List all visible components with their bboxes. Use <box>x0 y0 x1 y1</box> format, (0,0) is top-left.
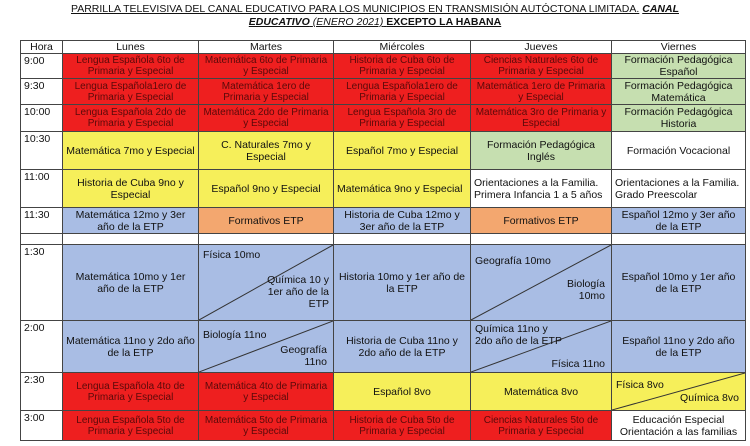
schedule-cell: Ciencias Naturales 6to de Primaria y Especial <box>471 54 612 79</box>
schedule-cell: Matemática 3ro de Primaria y Especial <box>471 105 612 132</box>
table-row <box>21 373 746 411</box>
time-cell: 11:30 <box>21 208 63 234</box>
schedule-cell: Español 10mo y 1er año de la ETP <box>612 245 746 321</box>
schedule-cell: Español 7mo y Especial <box>334 132 471 170</box>
schedule-cell: Lengua Española 4to de Primaria y Especial <box>63 373 199 411</box>
schedule-cell: Historia 10mo y 1er año de la ETP <box>334 245 471 321</box>
schedule-cell: Formación Vocacional <box>612 132 746 170</box>
schedule-table <box>20 40 746 441</box>
schedule-cell: Lengua Española 6to de Primaria y Especial <box>63 54 199 79</box>
table-row <box>21 208 746 234</box>
schedule-cell: Matemática 12mo y 3er año de la ETP <box>63 208 199 234</box>
schedule-cell: Orientaciones a la Familia. Grado Preescolar <box>612 170 746 208</box>
header-row <box>21 41 746 54</box>
header-hora: Hora <box>21 41 63 54</box>
schedule-cell: Ciencias Naturales 5to de Primaria y Especial <box>471 411 612 441</box>
schedule-cell: Español 11no y 2do año de la ETP <box>612 321 746 373</box>
header-miercoles: Miércoles <box>334 41 471 54</box>
schedule-cell: Matemática 4to de Primaria y Especial <box>199 373 334 411</box>
schedule-cell: Español 9no y Especial <box>199 170 334 208</box>
table-row <box>21 411 746 441</box>
split-cell-bottom: Química 8vo <box>680 392 739 404</box>
schedule-cell: Matemática 2do de Primaria y Especial <box>199 105 334 132</box>
schedule-cell: Historia de Cuba 9no y Especial <box>63 170 199 208</box>
title-line-1: PARRILLA TELEVISIVA DEL CANAL EDUCATIVO PARA LOS MUNICIPIOS EN TRANSMISIÓN AUTÓCTONA LIMITADA. CANAL <box>71 3 679 15</box>
schedule-cell: Matemática 1ero de Primaria y Especial <box>199 79 334 105</box>
schedule-cell: Formativos ETP <box>471 208 612 234</box>
table-row <box>21 170 746 208</box>
schedule-cell: Formación Pedagógica Español <box>612 54 746 79</box>
schedule-cell: Lengua Española 3ro de Primaria y Especial <box>334 105 471 132</box>
time-cell: 11:00 <box>21 170 63 208</box>
split-cell-bottom: Física 11no <box>551 358 605 370</box>
table-row <box>21 79 746 105</box>
split-cell <box>612 373 746 411</box>
schedule-cell: Matemática 5to de Primaria y Especial <box>199 411 334 441</box>
time-cell: 9:30 <box>21 79 63 105</box>
schedule-cell: Español 12mo y 3er año de la ETP <box>612 208 746 234</box>
header-viernes: Viernes <box>612 41 746 54</box>
schedule-cell: Matemática 11no y 2do año de la ETP <box>63 321 199 373</box>
break-row <box>21 234 746 245</box>
schedule-cell: Formación Pedagógica Inglés <box>471 132 612 170</box>
schedule-cell: Lengua Española 5to de Primaria y Especial <box>63 411 199 441</box>
split-cell <box>471 321 612 373</box>
split-cell-bottom: Geografía 11no <box>280 344 327 368</box>
split-cell-top: Física 8vo <box>616 379 664 391</box>
schedule-cell: Formación Pedagógica Matemática <box>612 79 746 105</box>
schedule-cell: Matemática 7mo y Especial <box>63 132 199 170</box>
schedule-cell: Formación Pedagógica Historia <box>612 105 746 132</box>
title-line-2: EDUCATIVO (ENERO 2021) EXCEPTO LA HABANA <box>248 16 502 28</box>
time-cell: 2:00 <box>21 321 63 373</box>
header-jueves: Jueves <box>471 41 612 54</box>
split-cell-top: Química 11no y 2do año de la ETP <box>475 323 562 347</box>
split-cell-top: Geografía 10mo <box>475 255 551 267</box>
time-cell: 3:00 <box>21 411 63 441</box>
schedule-cell: Lengua Española1ero de Primaria y Especial <box>334 79 471 105</box>
split-cell-bottom: Biología 10mo <box>567 278 605 302</box>
header-martes: Martes <box>199 41 334 54</box>
schedule-cell: Lengua Española 2do de Primaria y Especial <box>63 105 199 132</box>
schedule-cell: Matemática 10mo y 1er año de la ETP <box>63 245 199 321</box>
split-cell <box>199 321 334 373</box>
time-cell: 10:30 <box>21 132 63 170</box>
time-cell: 1:30 <box>21 245 63 321</box>
table-row <box>21 132 746 170</box>
schedule-cell: C. Naturales 7mo y Especial <box>199 132 334 170</box>
schedule-cell: Historia de Cuba 6to de Primaria y Especial <box>334 54 471 79</box>
schedule-cell: Matemática 8vo <box>471 373 612 411</box>
time-cell: 10:00 <box>21 105 63 132</box>
split-cell <box>199 245 334 321</box>
table-row <box>21 321 746 373</box>
split-cell <box>471 245 612 321</box>
schedule-cell: Educación Especial Orientación a las familias <box>612 411 746 441</box>
schedule-cell: Matemática 6to de Primaria y Especial <box>199 54 334 79</box>
schedule-cell: Historia de Cuba 11no y 2do año de la ETP <box>334 321 471 373</box>
table-row <box>21 54 746 79</box>
split-cell-top: Biología 11no <box>203 329 267 341</box>
schedule-cell: Orientaciones a la Familia. Primera Infancia 1 a 5 años <box>471 170 612 208</box>
schedule-cell: Lengua Española1ero de Primaria y Especial <box>63 79 199 105</box>
schedule-cell: Español 8vo <box>334 373 471 411</box>
schedule-cell: Historia de Cuba 12mo y 3er año de la ETP <box>334 208 471 234</box>
schedule-cell: Matemática 9no y Especial <box>334 170 471 208</box>
table-row <box>21 245 746 321</box>
split-cell-bottom: Química 10 y 1er año de la ETP <box>267 274 329 310</box>
header-lunes: Lunes <box>63 41 199 54</box>
table-row <box>21 105 746 132</box>
schedule-cell: Formativos ETP <box>199 208 334 234</box>
time-cell: 2:30 <box>21 373 63 411</box>
schedule-cell: Matemática 1ero de Primaria y Especial <box>471 79 612 105</box>
time-cell: 9:00 <box>21 54 63 79</box>
split-cell-top: Física 10mo <box>203 249 261 261</box>
document-title <box>0 3 750 29</box>
schedule-cell: Historia de Cuba 5to de Primaria y Especial <box>334 411 471 441</box>
